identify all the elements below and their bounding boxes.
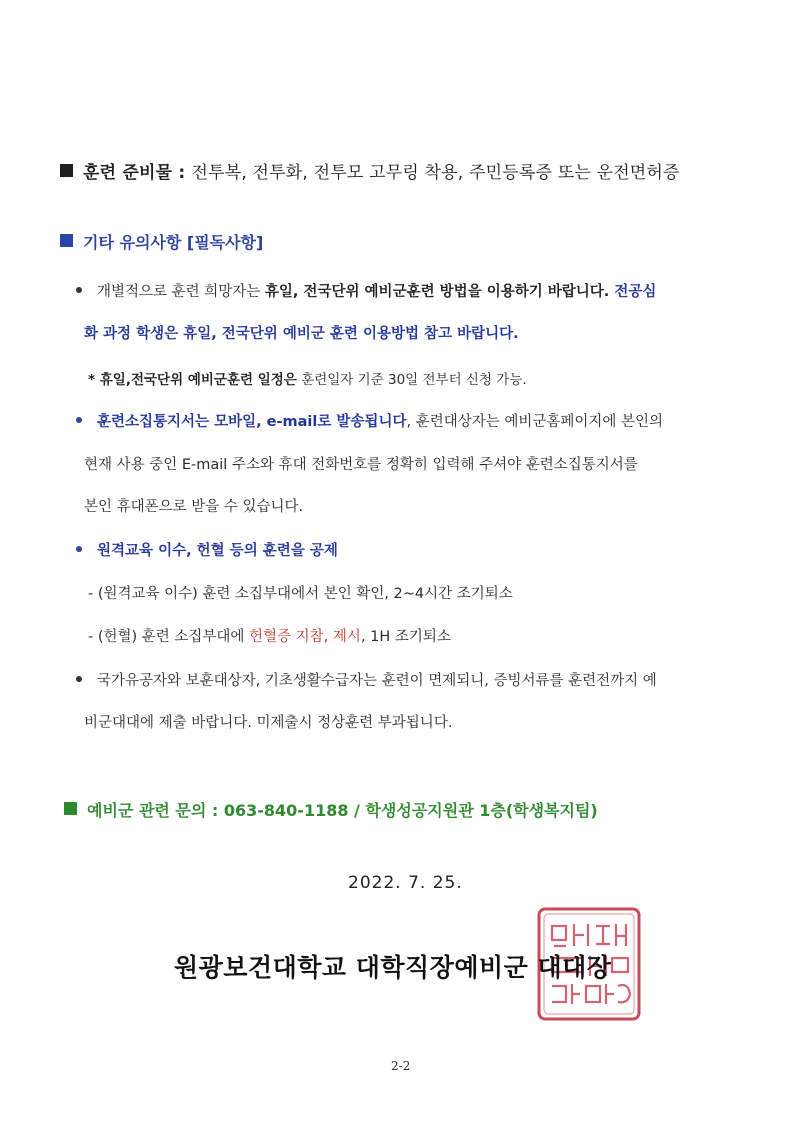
notice-heading bbox=[60, 230, 263, 253]
item1-note bbox=[88, 368, 527, 388]
item1-note-b: 훈련일자 기준 30일 전부터 신청 가능. bbox=[296, 372, 527, 388]
item2-line2: 현재 사용 중인 E-mail 주소와 휴대 전화번호를 정확히 입력해 주셔야 훈련소집통지서를 bbox=[84, 457, 638, 473]
bullet-icon bbox=[76, 676, 82, 682]
notice-title: 기타 유의사항 [필독사항] bbox=[83, 233, 264, 252]
item3-sub2-a: - (헌혈) 훈련 소집부대에 bbox=[88, 629, 250, 645]
square-bullet-icon bbox=[64, 802, 77, 815]
preparation-text: 전투복, 전투화, 전투모 고무링 착용, 주민등록증 또는 운전면허증 bbox=[191, 163, 680, 183]
bullet-icon bbox=[76, 546, 82, 552]
bullet-icon bbox=[76, 417, 82, 423]
preparation-heading bbox=[60, 158, 680, 183]
item2-line3: 본인 휴대폰으로 받을 수 있습니다. bbox=[84, 499, 304, 515]
signature-block: 원광보건대학교 대학직장예비군 대대장 bbox=[174, 953, 612, 982]
item2-text-b: , 훈련대상자는 예비군홈페이지에 본인의 bbox=[406, 414, 664, 430]
item3-sub2-c: , 1H 조기퇴소 bbox=[360, 629, 451, 645]
page-number: 2-2 bbox=[391, 1059, 411, 1073]
item1-line2: 화 과정 학생은 휴일, 전국단위 예비군 훈련 이용방법 참고 바랍니다. bbox=[84, 326, 519, 342]
item3-title: 원격교육 이수, 헌혈 등의 훈련을 공제 bbox=[97, 543, 338, 559]
item4-line2: 비군대대에 제출 바랍니다. 미제출시 정상훈련 부과됩니다. bbox=[84, 715, 453, 731]
document-date: 2022. 7. 25. bbox=[348, 873, 463, 893]
item1-note-a: * 휴일,전국단위 예비군훈련 일정은 bbox=[88, 372, 297, 388]
item3-sub2-highlight: 헌혈증 지참, 제시 bbox=[249, 629, 361, 645]
contact-text: 예비군 관련 문의 : 063-840-1188 / 학생성공지원관 1층(학생복지팀) bbox=[87, 801, 598, 820]
item1-text-c: 전공심 bbox=[609, 284, 657, 300]
item3-sub1: - (원격교육 이수) 훈련 소집부대에서 본인 확인, 2~4시간 조기퇴소 bbox=[88, 586, 513, 602]
item3-sub2 bbox=[88, 625, 451, 646]
preparation-label: 훈련 준비물 : bbox=[83, 163, 192, 183]
item4-line1: 국가유공자와 보훈대상자, 기초생활수급자는 훈련이 면제되니, 증빙서류를 훈련전까지 예 bbox=[97, 673, 657, 689]
contact-info bbox=[64, 798, 598, 821]
item1-line1 bbox=[97, 280, 656, 301]
square-bullet-icon bbox=[60, 234, 73, 247]
square-bullet-icon bbox=[60, 164, 73, 177]
item2-line1 bbox=[97, 410, 663, 431]
item1-text-b: 휴일, 전국단위 예비군훈련 방법을 이용하기 바랍니다. bbox=[264, 284, 610, 300]
item2-text-a: 훈련소집통지서는 모바일, e-mail로 발송됩니다 bbox=[97, 414, 407, 430]
bullet-icon bbox=[76, 287, 82, 293]
item1-text-a: 개별적으로 훈련 희망자는 bbox=[97, 284, 265, 300]
